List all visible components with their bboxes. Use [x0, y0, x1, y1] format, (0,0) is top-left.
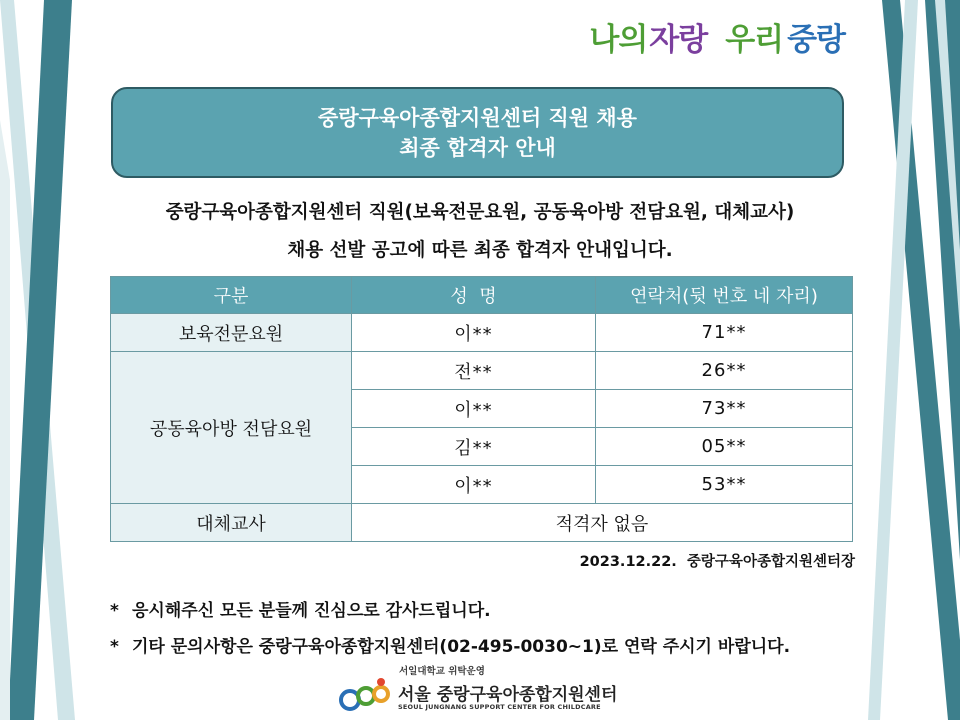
title-box — [111, 87, 844, 178]
note-item — [110, 596, 491, 621]
name-cell: 이** — [352, 390, 596, 428]
slogan-part-4: 중랑 — [787, 22, 845, 58]
header-category: 구분 — [111, 277, 352, 314]
center-logo-mark-icon — [336, 660, 396, 718]
phone-cell: 53** — [596, 466, 853, 504]
intro-line-1: 중랑구육아종합지원센터 직원(보육전문요원, 공동육아방 전담요원, 대체교사) — [165, 202, 795, 223]
table-row — [111, 314, 853, 352]
no-candidate-cell: 적격자 없음 — [352, 504, 853, 542]
intro-line-2: 채용 선발 공고에 따른 최종 합격자 안내입니다. — [287, 240, 673, 261]
slogan-part-1: 나의 — [589, 22, 648, 58]
table-row — [111, 352, 853, 390]
slogan-part-3: 우리 — [725, 22, 784, 58]
phone-cell: 05** — [596, 428, 853, 466]
results-table — [110, 276, 853, 542]
phone-cell: 73** — [596, 390, 853, 428]
table-header-row — [111, 277, 853, 314]
category-cell: 보육전문요원 — [111, 314, 352, 352]
name-cell: 김** — [352, 428, 596, 466]
note-item — [110, 632, 790, 657]
logo-english-text: SEOUL JUNGNANG SUPPORT CENTER FOR CHILDCARE — [398, 703, 601, 711]
category-cell: 공동육아방 전담요원 — [111, 352, 352, 504]
header-name: 성 명 — [352, 277, 596, 314]
logo-main-text: 서울 중랑구육아종합지원센터 — [398, 685, 618, 705]
page-subtitle: 최종 합격자 안내 — [399, 136, 556, 160]
phone-cell: 26** — [596, 352, 853, 390]
note-text: 응시해주신 모든 분들께 진심으로 감사드립니다. — [132, 601, 491, 621]
category-cell: 대체교사 — [111, 504, 352, 542]
logo-sub-text: 서일대학교 위탁운영 — [399, 666, 485, 677]
note-text: 기타 문의사항은 중랑구육아종합지원센터(02-495-0030~1)로 연락 주시기 바랍니다. — [132, 637, 791, 657]
name-cell: 전** — [352, 352, 596, 390]
slogan-part-2: 자랑 — [649, 22, 708, 58]
page-title: 중랑구육아종합지원센터 직원 채용 — [318, 106, 637, 130]
slogan-logo — [589, 14, 845, 59]
name-cell: 이** — [352, 466, 596, 504]
note-bullet: * — [110, 601, 119, 621]
name-cell: 이** — [352, 314, 596, 352]
note-bullet: * — [110, 637, 119, 657]
phone-cell: 71** — [596, 314, 853, 352]
date-signature: 2023.12.22. 중랑구육아종합지원센터장 — [579, 554, 855, 570]
table-row — [111, 504, 853, 542]
header-phone: 연락처(뒷 번호 네 자리) — [596, 277, 853, 314]
